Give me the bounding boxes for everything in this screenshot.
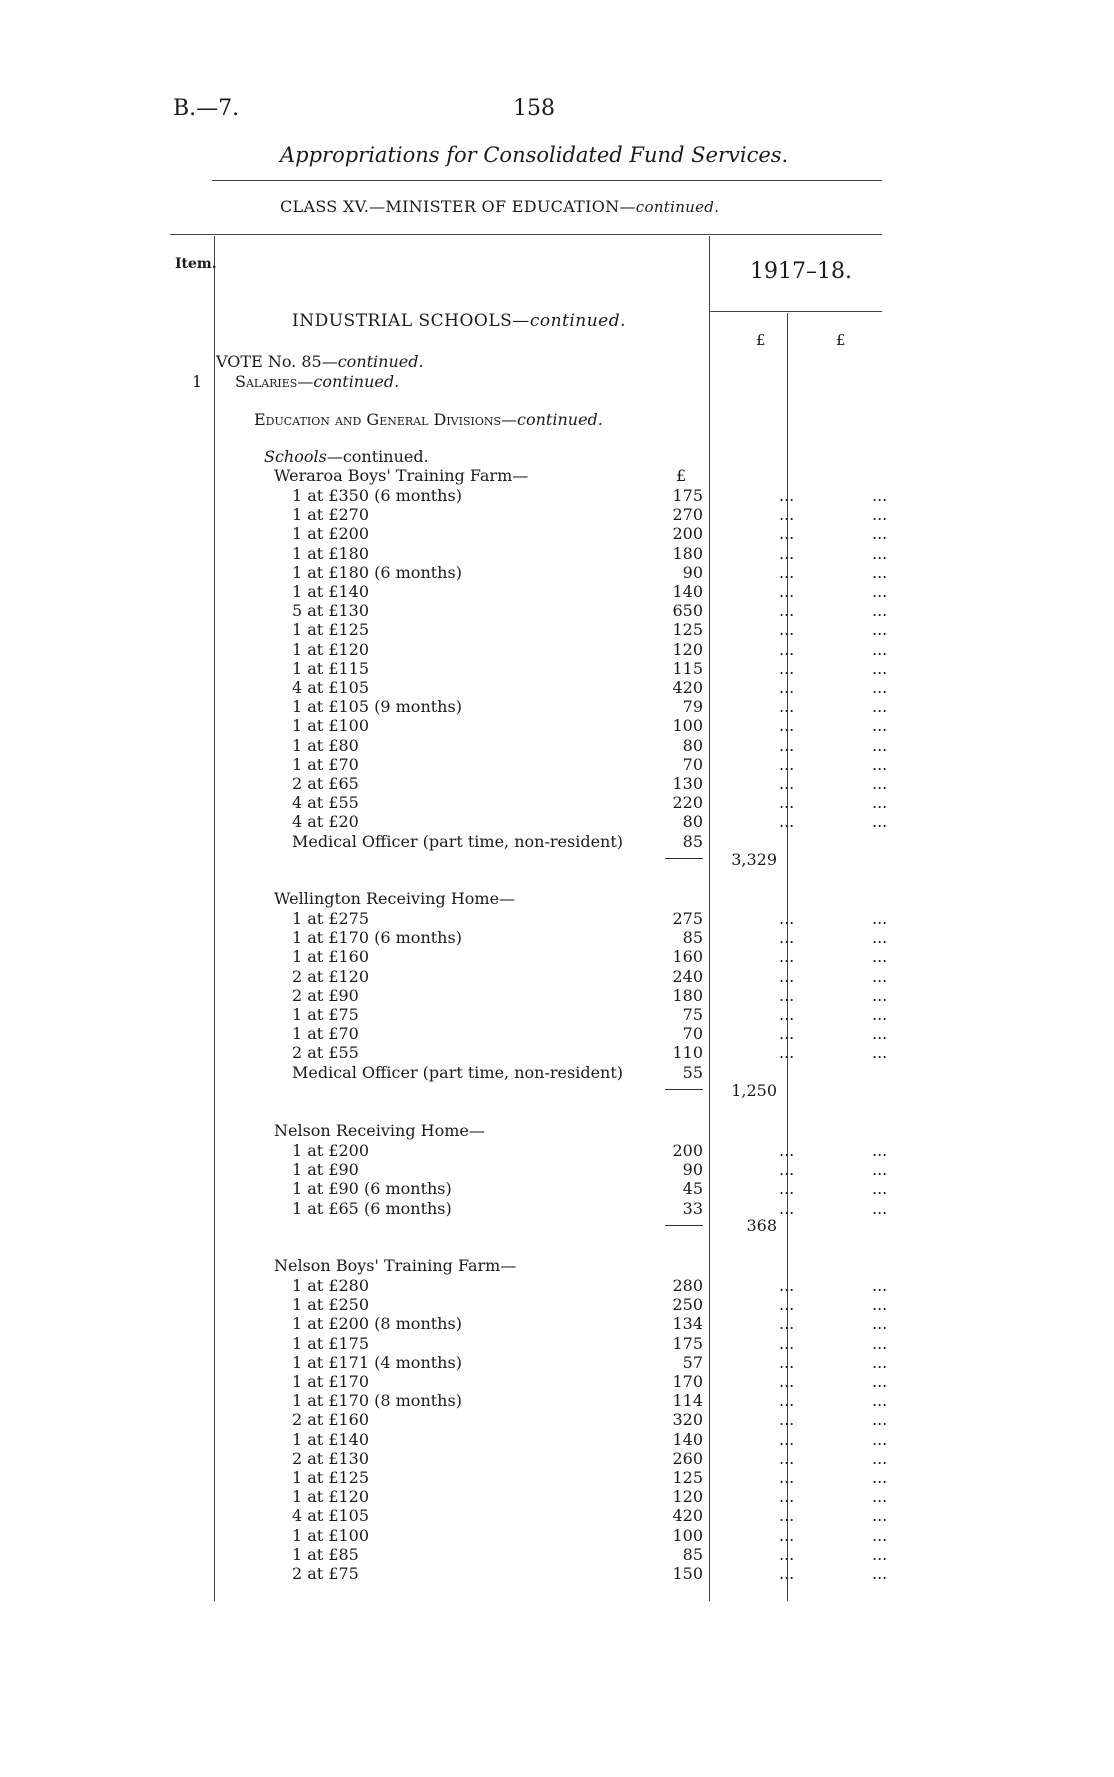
line-item [292, 1043, 888, 1063]
leader-dots: ... [779, 486, 795, 505]
line-item-label: 1 at £140 [292, 582, 370, 601]
line-item-label: 1 at £140 [292, 1429, 370, 1449]
line-item-label: 1 at £280 [292, 1276, 370, 1295]
line-item-amount: 160 [672, 947, 703, 967]
leader-dots: ... [779, 1410, 795, 1430]
line-item-amount: 125 [672, 620, 703, 640]
line-item-amount: 240 [672, 966, 703, 986]
leader-dots: ... [779, 1352, 795, 1372]
leader-dots: ... [779, 1024, 795, 1044]
year-rule [710, 311, 882, 312]
line-item-label: 1 at £270 [292, 505, 370, 525]
line-item-amount: 85 [682, 928, 703, 948]
leader-dots: ... [779, 1525, 795, 1545]
line-item-label: 2 at £120 [292, 966, 370, 986]
pound-header-a: £ [756, 331, 766, 349]
line-item-amount: 250 [672, 1295, 703, 1315]
line-item-label: 1 at £180 [292, 543, 370, 563]
leader-dots: ... [872, 774, 888, 793]
leader-dots: ... [872, 909, 888, 928]
class-heading [280, 197, 719, 216]
line-item-amount: 420 [672, 678, 703, 697]
section-title [292, 311, 626, 331]
vote-heading [216, 352, 424, 371]
line-item [292, 832, 703, 851]
line-item-amount: 280 [672, 1276, 703, 1295]
leader-dots: ... [872, 966, 888, 986]
line-item-label: 1 at £170 (6 months) [292, 928, 462, 948]
leader-dots: ... [779, 716, 795, 736]
leader-dots: ... [872, 928, 888, 948]
leader-dots: ... [872, 1314, 888, 1334]
line-item-label: 2 at £90 [292, 985, 359, 1005]
line-item [292, 1179, 888, 1199]
title-rule [212, 180, 882, 181]
leader-dots: ... [779, 1295, 795, 1315]
line-item-label: 2 at £55 [292, 1043, 359, 1063]
line-item [292, 1024, 888, 1044]
leader-dots: ... [872, 1179, 888, 1199]
leader-dots: ... [872, 1141, 888, 1160]
line-item [292, 966, 888, 986]
leader-dots: ... [872, 1525, 888, 1545]
leader-dots: ... [779, 658, 795, 678]
leader-dots: ... [779, 639, 795, 659]
leader-dots: ... [872, 1372, 888, 1391]
group-total: 368 [746, 1216, 777, 1235]
line-item-label: 1 at £65 (6 months) [292, 1198, 452, 1218]
leader-dots: ... [779, 505, 795, 525]
line-item-amount: 130 [672, 774, 703, 793]
year-column-header: 1917–18. [750, 259, 852, 284]
leader-dots: ... [779, 1198, 795, 1218]
line-item-label: 2 at £130 [292, 1448, 370, 1468]
leader-dots: ... [779, 543, 795, 563]
line-item [292, 1448, 888, 1468]
group-title: Weraroa Boys' Training Farm— [274, 466, 529, 485]
line-item [292, 1333, 888, 1353]
line-item-label: 1 at £200 [292, 1141, 370, 1160]
line-item-label: 1 at £120 [292, 639, 370, 659]
line-item [292, 793, 888, 813]
line-item-amount: 85 [682, 1544, 703, 1564]
leader-dots: ... [779, 985, 795, 1005]
line-item [292, 1160, 888, 1180]
line-item-label: 1 at £175 [292, 1333, 370, 1353]
line-item-amount: 320 [672, 1410, 703, 1430]
vote-heading-main: VOTE No. 85— [216, 352, 338, 371]
line-item-label: 1 at £160 [292, 947, 370, 967]
line-item-label: 2 at £160 [292, 1410, 370, 1430]
line-item-amount: 150 [672, 1564, 703, 1583]
line-item [292, 1487, 888, 1507]
leader-dots: ... [779, 812, 795, 832]
leader-dots: ... [779, 1179, 795, 1199]
salaries-heading-main: Salaries— [235, 372, 314, 391]
line-item-amount: 260 [672, 1448, 703, 1468]
leader-dots: ... [779, 909, 795, 928]
leader-dots: ... [872, 754, 888, 774]
leader-dots: ... [872, 735, 888, 755]
line-item [292, 947, 888, 967]
leader-dots: ... [872, 639, 888, 659]
leader-dots: ... [872, 678, 888, 697]
line-item-label: 4 at £55 [292, 793, 359, 813]
leader-dots: ... [872, 1333, 888, 1353]
leader-dots: ... [779, 562, 795, 582]
leader-dots: ... [779, 947, 795, 967]
leader-dots: ... [872, 1391, 888, 1411]
leader-dots: ... [779, 582, 795, 601]
leader-dots: ... [779, 754, 795, 774]
line-item [292, 505, 888, 525]
line-item-label: 1 at £90 (6 months) [292, 1179, 452, 1199]
division-heading-main: Education and General Divisions— [254, 410, 518, 429]
table-top-rule [170, 234, 882, 235]
line-item [292, 928, 888, 948]
group-title: Nelson Boys' Training Farm— [274, 1256, 517, 1275]
line-item [292, 678, 888, 697]
line-item-amount: 120 [672, 639, 703, 659]
leader-dots: ... [779, 1276, 795, 1295]
line-item [292, 716, 888, 736]
line-item-amount: 90 [682, 562, 703, 582]
leader-dots: ... [872, 985, 888, 1005]
leader-dots: ... [872, 1352, 888, 1372]
line-item-amount: 85 [682, 831, 703, 851]
line-item [292, 1005, 888, 1024]
line-item-label: 1 at £70 [292, 754, 359, 774]
line-item-amount: 55 [682, 1062, 703, 1082]
leader-dots: ... [872, 812, 888, 832]
line-item [292, 1525, 888, 1545]
subtotal-rule [665, 1225, 703, 1226]
line-item [292, 543, 888, 563]
line-item-label: 1 at £70 [292, 1024, 359, 1044]
line-item-amount: 57 [682, 1352, 703, 1372]
leader-dots: ... [779, 1506, 795, 1526]
line-item [292, 1141, 888, 1160]
leader-dots: ... [779, 1468, 795, 1487]
leader-dots: ... [779, 774, 795, 793]
line-item [292, 658, 888, 678]
line-item-amount: 33 [682, 1198, 703, 1218]
group-total: 3,329 [731, 850, 777, 869]
line-item [292, 812, 888, 832]
line-item-amount: 650 [672, 601, 703, 621]
line-item-amount: 100 [672, 1525, 703, 1545]
line-item [292, 1295, 888, 1315]
line-item [292, 1372, 888, 1391]
leader-dots: ... [779, 601, 795, 621]
leader-dots: ... [872, 716, 888, 736]
line-item-amount: 125 [672, 1468, 703, 1487]
line-item-amount: 140 [672, 582, 703, 601]
line-item-label: 2 at £65 [292, 774, 359, 793]
line-item [292, 1391, 888, 1411]
line-item [292, 524, 888, 544]
line-item-amount: 220 [672, 793, 703, 813]
leader-dots: ... [779, 678, 795, 697]
line-item-amount: 200 [672, 1141, 703, 1160]
line-item-label: 1 at £90 [292, 1160, 359, 1180]
leader-dots: ... [872, 947, 888, 967]
line-item-amount: 70 [682, 1024, 703, 1044]
line-item-amount: 175 [672, 486, 703, 505]
line-item-label: 1 at £200 [292, 524, 370, 544]
line-item [292, 582, 888, 601]
line-item [292, 1506, 888, 1526]
line-item-amount: 110 [672, 1043, 703, 1063]
group-title: Wellington Receiving Home— [274, 889, 516, 908]
line-item [292, 774, 888, 793]
line-item-label: 1 at £85 [292, 1544, 359, 1564]
line-item-amount: 114 [672, 1391, 703, 1411]
line-item-label: 4 at £105 [292, 1506, 370, 1526]
leader-dots: ... [872, 793, 888, 813]
leader-dots: ... [872, 524, 888, 544]
line-item [292, 1314, 888, 1334]
leader-dots: ... [872, 1198, 888, 1218]
line-item-amount: 80 [682, 735, 703, 755]
leader-dots: ... [872, 1544, 888, 1564]
line-item-amount: 180 [672, 985, 703, 1005]
line-item-amount: 270 [672, 505, 703, 525]
leader-dots: ... [779, 1372, 795, 1391]
leader-dots: ... [872, 1043, 888, 1063]
leader-dots: ... [872, 601, 888, 621]
line-item-amount: 200 [672, 524, 703, 544]
line-item [292, 1544, 888, 1564]
leader-dots: ... [779, 1333, 795, 1353]
line-item [292, 754, 888, 774]
line-item-amount: 170 [672, 1372, 703, 1391]
page-number: 158 [513, 96, 555, 121]
line-item-amount: 175 [672, 1333, 703, 1353]
line-item-amount: 134 [672, 1314, 703, 1334]
group-total: 1,250 [731, 1081, 777, 1100]
leader-dots: ... [779, 1564, 795, 1583]
document-code: B.—7. [173, 96, 240, 121]
line-item-amount: 79 [682, 697, 703, 717]
leader-dots: ... [872, 1506, 888, 1526]
line-item-label: Medical Officer (part time, non-resident) [292, 831, 624, 851]
leader-dots: ... [872, 697, 888, 717]
leader-dots: ... [779, 1043, 795, 1063]
line-item [292, 562, 888, 582]
leader-dots: ... [872, 562, 888, 582]
line-item-label: Medical Officer (part time, non-resident) [292, 1062, 624, 1082]
line-item-label: 1 at £105 (9 months) [292, 697, 462, 717]
line-item-amount: 80 [682, 812, 703, 832]
line-item-label: 2 at £75 [292, 1564, 359, 1583]
leader-dots: ... [872, 486, 888, 505]
line-item-label: 1 at £350 (6 months) [292, 486, 462, 505]
subtotal-rule [665, 1089, 703, 1090]
leader-dots: ... [872, 1160, 888, 1180]
line-item [292, 735, 888, 755]
item-column-divider [214, 236, 215, 1601]
line-item-amount: 70 [682, 754, 703, 774]
leader-dots: ... [872, 1429, 888, 1449]
leader-dots: ... [779, 735, 795, 755]
line-item-label: 4 at £20 [292, 812, 359, 832]
leader-dots: ... [872, 658, 888, 678]
line-item-label: 1 at £170 [292, 1372, 370, 1391]
leader-dots: ... [779, 1448, 795, 1468]
line-item [292, 601, 888, 621]
leader-dots: ... [779, 966, 795, 986]
pound-header-b: £ [836, 331, 846, 349]
line-item-amount: 420 [672, 1506, 703, 1526]
leader-dots: ... [872, 1564, 888, 1583]
line-item [292, 1276, 888, 1295]
line-item-amount: 120 [672, 1487, 703, 1507]
schools-heading [264, 447, 429, 466]
amount-unit: £ [676, 466, 687, 485]
leader-dots: ... [872, 1410, 888, 1430]
line-item-label: 1 at £275 [292, 909, 370, 928]
line-item [292, 1352, 888, 1372]
leader-dots: ... [779, 524, 795, 544]
line-item-amount: 75 [682, 1005, 703, 1024]
leader-dots: ... [779, 793, 795, 813]
item-number: 1 [192, 372, 203, 391]
line-item-label: 1 at £200 (8 months) [292, 1314, 462, 1334]
line-item [292, 985, 888, 1005]
line-item [292, 1429, 888, 1449]
line-item-label: 1 at £180 (6 months) [292, 562, 462, 582]
salaries-heading [235, 372, 399, 391]
leader-dots: ... [779, 1391, 795, 1411]
line-item-label: 4 at £105 [292, 678, 370, 697]
line-item [292, 909, 888, 928]
line-item-label: 1 at £125 [292, 620, 370, 640]
line-item-amount: 140 [672, 1429, 703, 1449]
line-item-label: 1 at £100 [292, 716, 370, 736]
item-column-header: Item. [175, 256, 217, 272]
leader-dots: ... [872, 620, 888, 640]
division-heading-continued: continued. [517, 410, 603, 429]
leader-dots: ... [779, 1429, 795, 1449]
leader-dots: ... [872, 1448, 888, 1468]
leader-dots: ... [872, 1468, 888, 1487]
line-item-label: 5 at £130 [292, 601, 370, 621]
salaries-heading-continued: continued. [313, 372, 400, 391]
page-title: Appropriations for Consolidated Fund Services. [280, 143, 789, 167]
leader-dots: ... [779, 697, 795, 717]
line-item-label: 1 at £80 [292, 735, 359, 755]
line-item-label: 1 at £75 [292, 1005, 359, 1024]
class-heading-continued: continued. [635, 198, 720, 216]
line-item-amount: 100 [672, 716, 703, 736]
line-item [292, 697, 888, 717]
line-item [292, 1564, 888, 1583]
leader-dots: ... [872, 1295, 888, 1315]
leader-dots: ... [872, 582, 888, 601]
line-item-label: 1 at £125 [292, 1468, 370, 1487]
line-item [292, 1468, 888, 1487]
leader-dots: ... [779, 1314, 795, 1334]
leader-dots: ... [779, 1141, 795, 1160]
schools-heading-continued: —continued. [326, 447, 429, 466]
division-heading [254, 410, 603, 429]
leader-dots: ... [872, 505, 888, 525]
amount-column-divider [709, 236, 710, 1601]
line-item-amount: 90 [682, 1160, 703, 1180]
line-item-label: 1 at £170 (8 months) [292, 1391, 462, 1411]
section-title-main: INDUSTRIAL SCHOOLS— [292, 311, 530, 331]
line-item [292, 486, 888, 505]
line-item [292, 620, 888, 640]
line-item-label: 1 at £115 [292, 658, 370, 678]
line-item-amount: 180 [672, 543, 703, 563]
line-item-label: 1 at £100 [292, 1525, 370, 1545]
line-item [292, 639, 888, 659]
schools-heading-main: Schools [264, 447, 327, 466]
leader-dots: ... [872, 1487, 888, 1507]
leader-dots: ... [872, 1024, 888, 1044]
line-item [292, 1063, 703, 1082]
leader-dots: ... [779, 1160, 795, 1180]
section-title-continued: continued. [529, 311, 627, 331]
leader-dots: ... [872, 1005, 888, 1024]
leader-dots: ... [779, 928, 795, 948]
line-item [292, 1410, 888, 1430]
leader-dots: ... [779, 1544, 795, 1564]
line-item-label: 1 at £250 [292, 1295, 370, 1315]
class-heading-main: CLASS XV.—MINISTER OF EDUCATION— [280, 197, 636, 216]
vote-heading-continued: continued. [337, 352, 424, 371]
line-item [292, 1198, 888, 1218]
subtotal-rule [665, 858, 703, 859]
leader-dots: ... [872, 1276, 888, 1295]
line-item-amount: 275 [672, 909, 703, 928]
leader-dots: ... [779, 1005, 795, 1024]
line-item-label: 1 at £171 (4 months) [292, 1352, 462, 1372]
line-item-amount: 115 [672, 658, 703, 678]
leader-dots: ... [872, 543, 888, 563]
leader-dots: ... [779, 620, 795, 640]
line-item-amount: 45 [682, 1179, 703, 1199]
leader-dots: ... [779, 1487, 795, 1507]
line-item-label: 1 at £120 [292, 1487, 370, 1507]
group-title: Nelson Receiving Home— [274, 1121, 485, 1140]
